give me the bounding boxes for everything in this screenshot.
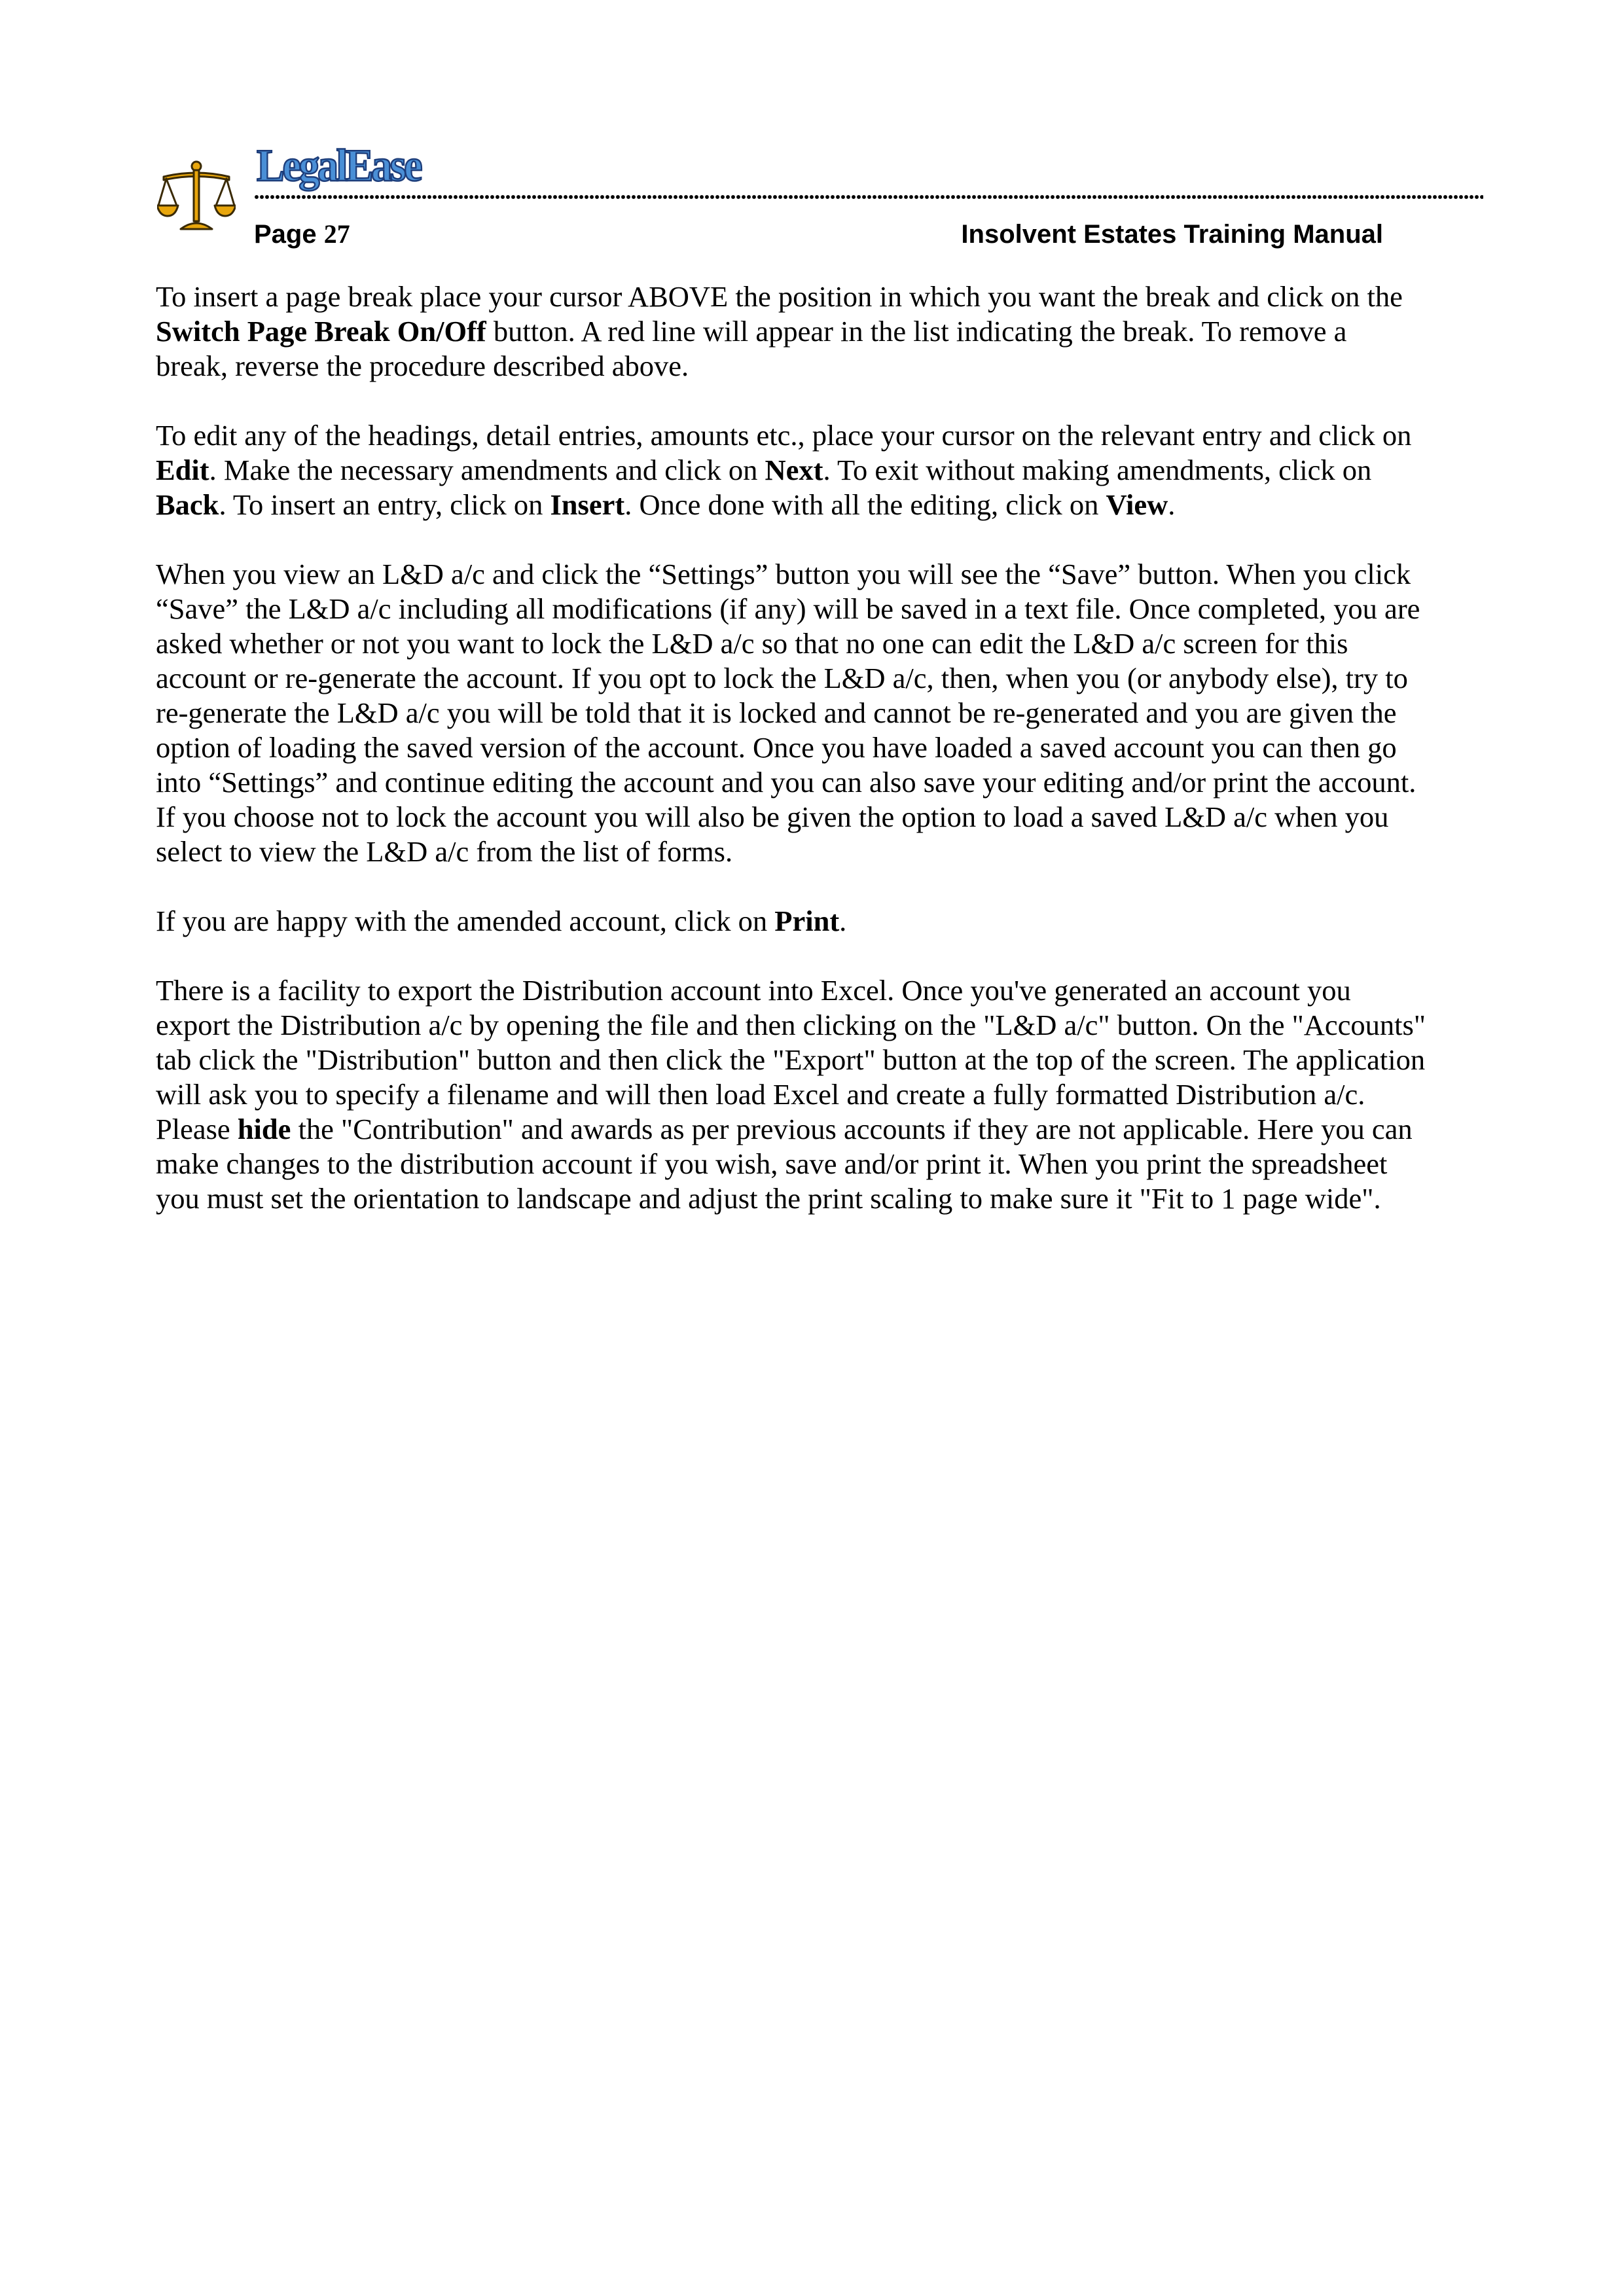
text-run: Please <box>156 1113 238 1145</box>
text-line <box>156 661 1481 696</box>
text-line <box>156 730 1481 765</box>
text-line <box>156 626 1481 661</box>
text-line <box>156 904 1481 939</box>
text-run: you must set the orientation to landscape and adjust the print scaling to make sure it "Fit to 1 page wide". <box>156 1182 1381 1215</box>
paragraph <box>156 904 1481 939</box>
logo-text: LegalEase <box>257 141 422 191</box>
text-line <box>156 1077 1481 1112</box>
text-line <box>156 1181 1481 1216</box>
text-run: will ask you to specify a filename and will then load Excel and create a fully formatted Distribution a/c. <box>156 1078 1365 1111</box>
bold-term: Edit <box>156 454 209 486</box>
text-line <box>156 973 1481 1008</box>
text-run: into “Settings” and continue editing the account and you can also save your editing and/or print the account. <box>156 766 1416 798</box>
text-run: break, reverse the procedure described above. <box>156 350 689 382</box>
bold-term: Switch Page Break On/Off <box>156 315 486 348</box>
text-line <box>156 1043 1481 1077</box>
bold-term: Next <box>765 454 823 486</box>
text-run: If you are happy with the amended account, click on <box>156 905 775 937</box>
legalease-logo <box>254 137 424 192</box>
header-dotted-rule <box>254 192 1483 202</box>
text-line <box>156 453 1481 488</box>
page-label: Page <box>254 220 324 249</box>
text-line <box>156 349 1481 384</box>
text-line <box>156 1147 1481 1181</box>
paragraph <box>156 973 1481 1216</box>
text-run: . To exit without making amendments, click on <box>823 454 1372 486</box>
manual-title: Insolvent Estates Training Manual <box>961 220 1383 249</box>
text-run: . Make the necessary amendments and click on <box>209 454 765 486</box>
bold-term: hide <box>237 1113 291 1145</box>
paragraph <box>156 279 1481 384</box>
text-run: export the Distribution a/c by opening the file and then clicking on the "L&D a/c" button. On the "Accounts" <box>156 1009 1426 1041</box>
text-line <box>156 834 1481 869</box>
text-run: select to view the L&D a/c from the list of forms. <box>156 835 733 868</box>
bold-term: Print <box>774 905 840 937</box>
text-line <box>156 1112 1481 1147</box>
text-line <box>156 592 1481 626</box>
text-line <box>156 279 1481 314</box>
text-run: re-generate the L&D a/c you will be told that it is locked and cannot be re-generated and you are given the <box>156 696 1397 729</box>
text-run: account or re-generate the account. If you opt to lock the L&D a/c, then, when you (or anybody else), try to <box>156 662 1408 694</box>
text-run: If you choose not to lock the account you will also be given the option to load a saved L&D a/c when you <box>156 800 1389 833</box>
scales-of-justice-icon <box>157 157 236 234</box>
paragraph <box>156 557 1481 869</box>
bold-term: Insert <box>550 488 625 521</box>
text-run: There is a facility to export the Distribution account into Excel. Once you've generated an account you <box>156 974 1351 1007</box>
text-run: . Once done with all the editing, click on <box>624 488 1106 521</box>
bold-term: View <box>1106 488 1168 521</box>
text-line <box>156 488 1481 522</box>
text-run: asked whether or not you want to lock the L&D a/c so that no one can edit the L&D a/c screen for this <box>156 627 1348 660</box>
text-run: . To insert an entry, click on <box>219 488 550 521</box>
page-number-label <box>254 219 350 250</box>
body-text <box>156 279 1481 1251</box>
text-run: button. A red line will appear in the list indicating the break. To remove a <box>486 315 1347 348</box>
text-run: make changes to the distribution account if you wish, save and/or print it. When you print the spreadsheet <box>156 1147 1388 1180</box>
text-line <box>156 765 1481 800</box>
page-number: 27 <box>323 219 350 249</box>
text-run: the "Contribution" and awards as per previous accounts if they are not applicable. Here you can <box>291 1113 1413 1145</box>
text-line <box>156 418 1481 453</box>
text-run: To insert a page break place your cursor ABOVE the position in which you want the break and click on the <box>156 280 1403 313</box>
text-run: option of loading the saved version of the account. Once you have loaded a saved account you can then go <box>156 731 1397 764</box>
text-line <box>156 557 1481 592</box>
text-line <box>156 314 1481 349</box>
text-line <box>156 800 1481 834</box>
bold-term: Back <box>156 488 219 521</box>
paragraph <box>156 418 1481 522</box>
text-run: When you view an L&D a/c and click the “Settings” button you will see the “Save” button. When you click <box>156 558 1411 590</box>
text-line <box>156 1008 1481 1043</box>
text-run: . <box>1168 488 1176 521</box>
text-run: “Save” the L&D a/c including all modifications (if any) will be saved in a text file. Once completed, you are <box>156 592 1420 625</box>
text-run: . <box>839 905 847 937</box>
text-run: To edit any of the headings, detail entries, amounts etc., place your cursor on the relevant entry and click on <box>156 419 1412 452</box>
text-line <box>156 696 1481 730</box>
text-run: tab click the "Distribution" button and then click the "Export" button at the top of the screen. The application <box>156 1043 1426 1076</box>
